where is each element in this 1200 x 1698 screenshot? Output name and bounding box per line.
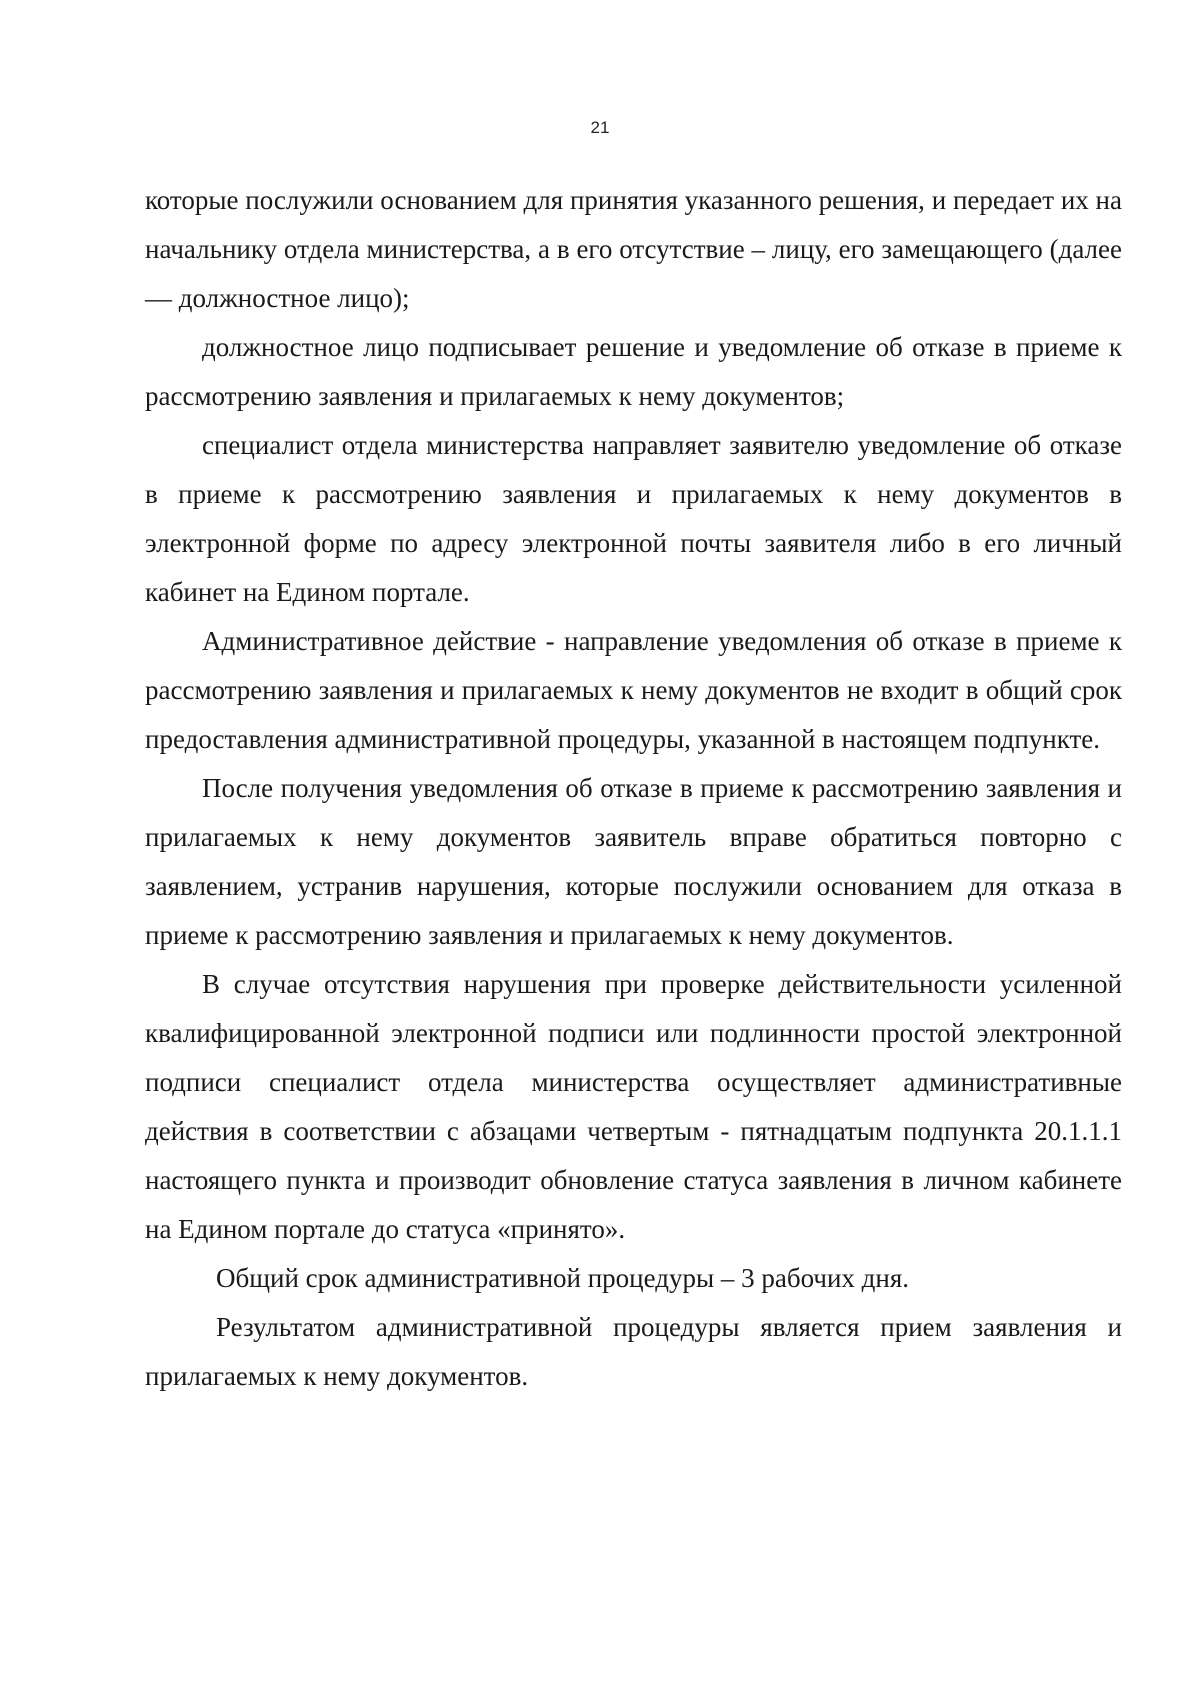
- document-body: [145, 176, 1122, 1401]
- paragraph-continuation: которые послужили основанием для принятия указанного решения, и передает их на начальнику отдела министерства, а в его отсутствие – лицу, его замещающего (далее — должностное лицо);: [145, 185, 1122, 313]
- paragraph-result: Результатом административной процедуры является прием заявления и прилагаемых к нему документов.: [145, 1312, 1122, 1391]
- paragraph-administrative-action: Административное действие - направление уведомления об отказе в приеме к рассмотрению заявления и прилагаемых к нему документов не входит в общий срок предоставления административной процедуры, указанной в настоящем подпункте.: [145, 626, 1122, 754]
- paragraph-specialist-sends-notice: специалист отдела министерства направляет заявителю уведомление об отказе в приеме к рассмотрению заявления и прилагаемых к нему документов в электронной форме по адресу электронной почты заявителя либо в его личный кабинет на Едином портале.: [145, 430, 1122, 607]
- paragraph-total-term: Общий срок административной процедуры – 3 рабочих дня.: [216, 1263, 910, 1293]
- paragraph-official-signs: должностное лицо подписывает решение и уведомление об отказе в приеме к рассмотрению заявления и прилагаемых к нему документов;: [145, 332, 1122, 411]
- paragraph-after-notice: После получения уведомления об отказе в приеме к рассмотрению заявления и прилагаемых к нему документов заявитель вправе обратиться повторно с заявлением, устранив нарушения, которые послужили основанием для отказа в приеме к рассмотрению заявления и прилагаемых к нему документов.: [145, 773, 1122, 950]
- page-number: 21: [590, 118, 610, 137]
- paragraph-no-violation: В случае отсутствия нарушения при проверке действительности усиленной квалифицированной электронной подписи или подлинности простой электронной подписи специалист отдела министерства осуществляет административные действия в соответствии с абзацами четвертым - пятнадцатым подпункта 20.1.1.1 настоящего пункта и производит обновление статуса заявления в личном кабинете на Едином портале до статуса «принято».: [145, 969, 1122, 1244]
